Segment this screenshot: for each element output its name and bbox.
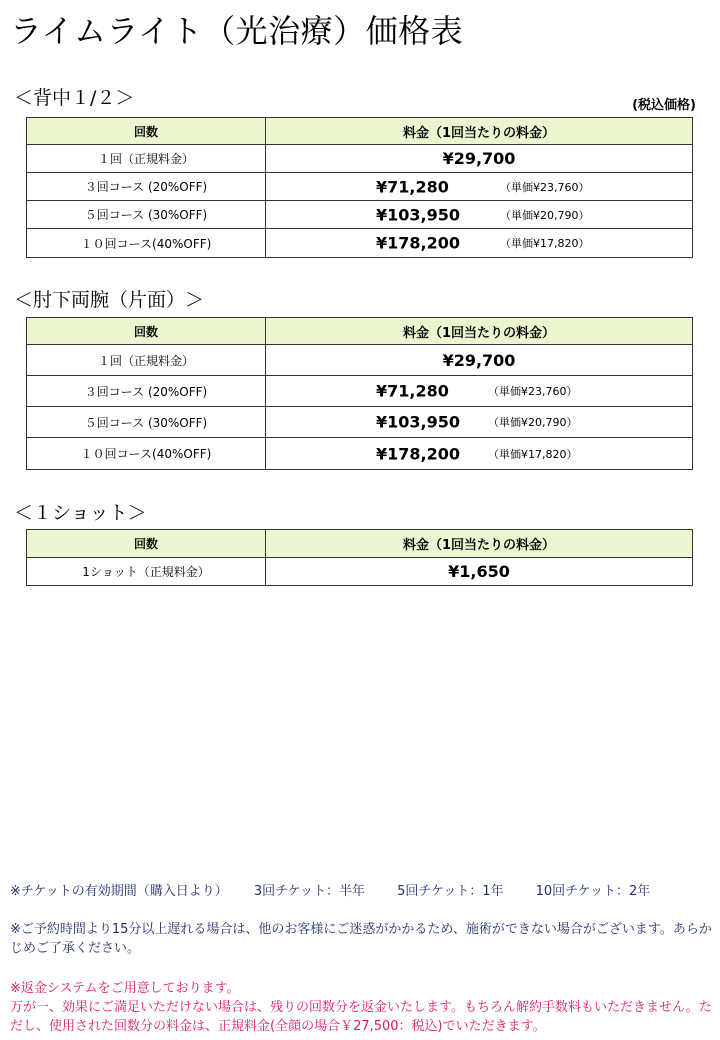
header-count: 回数 xyxy=(27,318,266,345)
row-label: １回（正規料金） xyxy=(27,345,266,376)
page-title: ライムライト（光治療）価格表 xyxy=(10,12,464,50)
row-unit-price: （単価¥17,820） xyxy=(500,237,590,250)
row-price: ¥178,200 xyxy=(376,444,461,463)
row-unit-price: （単価¥20,790） xyxy=(500,208,590,222)
header-count: 回数 xyxy=(27,530,266,558)
row-label: ３回コース (20%OFF) xyxy=(27,173,266,201)
row-price: ¥71,280 xyxy=(376,177,449,196)
row-price: ¥103,950 xyxy=(376,205,461,224)
header-price: 料金（1回当たりの料金） xyxy=(266,118,693,145)
row-price: ¥1,650 xyxy=(448,562,510,581)
header-price: 料金（1回当たりの料金） xyxy=(266,530,693,558)
table-row xyxy=(27,173,693,201)
validity-5: 5回チケット：1年 xyxy=(397,884,504,899)
table-row xyxy=(27,145,693,173)
section-title-forearms: ＜肘下両腕（片面）＞ xyxy=(14,289,205,311)
table-row xyxy=(27,407,693,438)
row-unit-price: （単価¥23,760） xyxy=(500,180,590,194)
header-count: 回数 xyxy=(27,118,266,145)
price-table-forearms xyxy=(26,317,693,470)
row-price: ¥29,700 xyxy=(442,149,516,168)
row-label: １０回コース(40%OFF) xyxy=(27,438,266,470)
validity-label: ※チケットの有効期間（購入日より） xyxy=(10,884,228,899)
row-label: ５回コース (30%OFF) xyxy=(27,201,266,229)
row-unit-price: （単価¥23,760） xyxy=(488,385,578,398)
row-price: ¥71,280 xyxy=(376,381,449,401)
refund-title: ※返金システムをご用意しております。 xyxy=(10,981,240,996)
row-label: １回（正規料金） xyxy=(27,145,266,173)
header-price: 料金（1回当たりの料金） xyxy=(266,318,693,345)
row-price: ¥103,950 xyxy=(376,412,461,432)
row-price: ¥29,700 xyxy=(442,350,516,370)
price-table-one-shot xyxy=(26,529,693,586)
section-title-back: ＜背中１/２＞ xyxy=(14,87,135,109)
row-unit-price: （単価¥20,790） xyxy=(488,416,578,429)
section-title-one-shot: ＜１ショット＞ xyxy=(14,502,147,524)
row-price: ¥178,200 xyxy=(376,233,461,253)
validity-10: 10回チケット：2年 xyxy=(535,884,651,899)
row-label: １０回コース(40%OFF) xyxy=(27,229,266,258)
late-arrival-note: ※ご予約時間より15分以上遅れる場合は、他のお客様にご迷惑がかかるため、施術ができない場合がございます。あらかじめご了承ください。 xyxy=(10,922,712,956)
row-label: 1ショット（正規料金） xyxy=(27,558,266,586)
row-label: ５回コース (30%OFF) xyxy=(27,407,266,438)
table-header-row xyxy=(27,118,693,145)
validity-note xyxy=(10,882,715,901)
table-row xyxy=(27,376,693,407)
table-header-row xyxy=(27,530,693,558)
refund-body: 万が一、効果にご満足いただけない場合は、残りの回数分を返金いたします。もちろん解約手数料もいただきません。ただし、使用された回数分の料金は、正規料金(全顔の場合￥27,500：税込)でいただきます。 xyxy=(10,1000,712,1034)
tax-note: (税込価格) xyxy=(632,98,696,113)
row-label: ３回コース (20%OFF) xyxy=(27,376,266,407)
table-row xyxy=(27,201,693,229)
table-row xyxy=(27,438,693,470)
validity-3: 3回チケット：半年 xyxy=(253,884,365,899)
table-row xyxy=(27,345,693,376)
table-row xyxy=(27,558,693,586)
row-unit-price: （単価¥17,820） xyxy=(488,447,578,461)
price-table-back xyxy=(26,117,693,258)
table-header-row xyxy=(27,318,693,345)
table-row xyxy=(27,229,693,258)
